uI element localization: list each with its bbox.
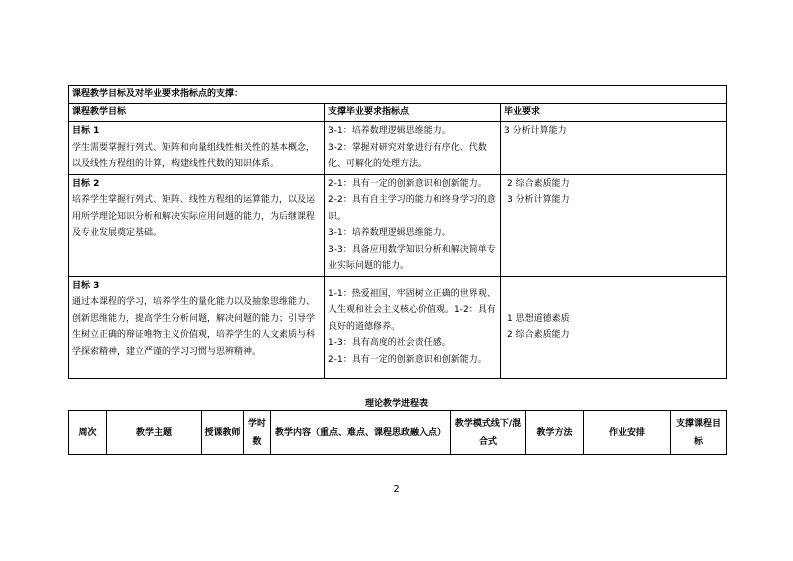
header-homework: 作业安排 (584, 411, 671, 455)
goal-description: 学生需要掌握行列式、矩阵和向量组线性相关性的基本概念，以及线性方程组的计算，构建线性代数的知识体系。 (72, 142, 316, 169)
header-course-goal: 支撑课程目标 (671, 411, 727, 455)
requirement-cell (501, 276, 727, 378)
indicator: 2-1：具有一定的创新意识和创新能力。 (328, 178, 487, 189)
header-teacher: 授课教师 (202, 411, 244, 455)
requirement-cell (501, 174, 727, 276)
goal-title: 目标 3 (72, 280, 100, 291)
header-mode: 教学模式线下/混合式 (451, 411, 526, 455)
requirement: 1 思想道德素质 (507, 313, 570, 324)
table-header-row (69, 411, 727, 455)
indicator: 1-1：热爱祖国，牢固树立正确的世界观、人生观和社会主义核心价值观。1-2：具有良好的道德修养。 (328, 288, 496, 332)
header-requirements: 毕业要求 (501, 104, 727, 122)
table-row (69, 276, 727, 378)
indicator: 3-3：具备应用数学知识分析和解决简单专业实际问题的能力。 (328, 244, 496, 271)
requirement: 3 分析计算能力 (504, 126, 567, 136)
objective-cell (69, 276, 325, 378)
table-row (69, 122, 727, 175)
teaching-progress-table (68, 410, 727, 455)
goal-description: 培养学生掌握行列式、矩阵、线性方程组的运算能力，以及运用所学理论知识分析和解决实际应用问题的能力，为后继课程及专业发展奠定基础。 (72, 195, 316, 238)
indicator-cell (325, 174, 501, 276)
indicator-cell (325, 122, 501, 175)
header-method: 教学方法 (526, 411, 584, 455)
goal-description: 通过本课程的学习，培养学生的量化能力以及抽象思维能力、创新思维能力，提高学生分析问题，解决问题的能力；引导学生树立正确的辩证唯物主义价值观，培养学生的人文素质与科学探索精神，建立严谨的学习习惯与思辨精神。 (72, 297, 316, 357)
objective-cell (69, 174, 325, 276)
indicator-cell (325, 276, 501, 378)
goal-title: 目标 2 (72, 178, 100, 189)
indicator: 2-1：具有一定的创新意识和创新能力。 (328, 354, 487, 365)
indicator: 3-1：培养数理逻辑思维能力。 (328, 126, 451, 136)
requirement-cell (501, 122, 727, 175)
goal-title: 目标 1 (72, 126, 100, 136)
header-hours: 学时数 (244, 411, 271, 455)
requirement: 2 综合素质能力 (507, 330, 570, 340)
header-week: 周次 (69, 411, 107, 455)
indicator: 2-2：具有自主学习的能力和终身学习的意识。 (328, 195, 496, 222)
indicator: 3-1：培养数理逻辑思维能力。 (328, 228, 451, 238)
table-row (69, 174, 727, 276)
header-topic: 教学主题 (107, 411, 202, 455)
requirement: 3 分析计算能力 (507, 195, 570, 205)
header-objective: 课程教学目标 (69, 104, 325, 122)
header-indicators: 支撑毕业要求指标点 (325, 104, 501, 122)
indicator: 3-2：掌握对研究对象进行有序化、代数化、可解化的处理方法。 (328, 142, 487, 169)
objective-cell (69, 122, 325, 175)
section-title: 理论教学进程表 (364, 399, 428, 409)
table-caption: 课程教学目标及对毕业要求指标点的支撑： (69, 86, 727, 104)
page-number: 2 (393, 484, 400, 495)
requirement: 2 综合素质能力 (507, 178, 570, 189)
objectives-table (68, 85, 727, 379)
header-content: 教学内容（重点、难点、课程思政融入点） (271, 411, 451, 455)
indicator: 1-3：具有高度的社会责任感。 (328, 338, 451, 349)
